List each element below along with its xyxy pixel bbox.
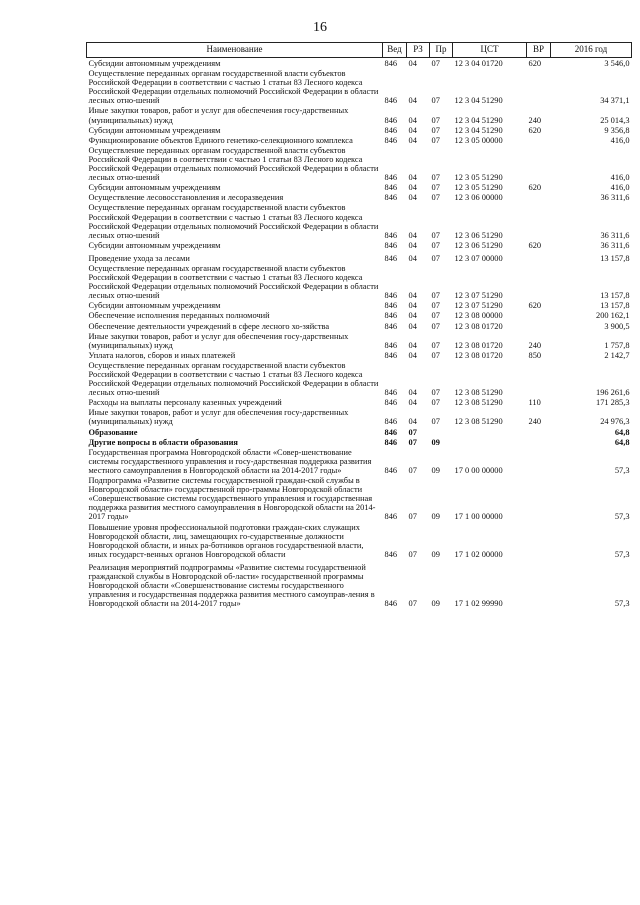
cell-rz: 04: [408, 321, 417, 331]
cell-cst: 12 3 06 51290: [454, 230, 503, 240]
table-row: [87, 437, 632, 447]
cell-vr: [527, 145, 551, 182]
cell-ved: 846: [384, 427, 398, 437]
cell-name: Государственная программа Новгородской области «Совер-шенствование системы государственного управления и госу-дарственная поддержка развития местного самоуправления в Новгородской области на 2014-2017 годы»: [88, 447, 372, 475]
cell-name: Реализация мероприятий подпрограммы «Развитие системы государственной гражданской службы в Новгородской об-ласти» государственной программы Новгородской области «Совершенствование системы государственного управления и государственная поддержка развития местного самоуправ-ления в Новгородской области на 2014-2017 годы»: [88, 562, 375, 609]
cell-name: Обеспечение деятельности учреждений в сфере лесного хо-зяйства: [88, 321, 330, 331]
cell-vr: 620: [528, 59, 542, 68]
cell-name: Субсидии автономным учреждениям: [88, 240, 221, 250]
table-row: [87, 427, 632, 437]
cell-ved: 846: [384, 321, 398, 331]
cell-ved: 846: [384, 350, 398, 360]
cell-sum: 57,3: [614, 549, 630, 559]
cell-cst: 12 3 08 51290: [454, 398, 503, 408]
cell-vr: 110: [528, 398, 541, 408]
cell-vr: 620: [528, 125, 542, 135]
table-row: [87, 447, 632, 475]
cell-cst: 12 3 08 01720: [454, 350, 503, 360]
table-row: [87, 135, 632, 145]
cell-cst: 12 3 08 51290: [454, 388, 503, 398]
cell-name: Субсидии автономным учреждениям: [88, 301, 221, 311]
cell-sum: 3 900,5: [604, 321, 630, 331]
cell-vr: 620: [528, 183, 542, 193]
cell-pr: 07: [431, 311, 440, 321]
cell-name: Субсидии автономным учреждениям: [88, 183, 221, 193]
table-row: [87, 250, 632, 263]
cell-sum: 200 162,1: [596, 311, 630, 321]
cell-cst: 12 3 04 51290: [454, 125, 503, 135]
cell-cst: 12 3 07 51290: [454, 301, 503, 311]
cell-vr: 240: [528, 417, 542, 427]
table-row: [87, 192, 632, 202]
cell-vr: 620: [528, 240, 542, 250]
table-row: [87, 360, 632, 397]
cell-sum: 36 311,6: [600, 240, 630, 250]
cell-name: Субсидии автономным учреждениям: [88, 125, 221, 135]
cell-name: Осуществление лесовосстановления и лесоразведения: [88, 193, 284, 203]
cell-sum: 13 157,8: [600, 301, 630, 311]
cell-sum: 3 546,0: [604, 59, 630, 68]
cell-name: Подпрограмма «Развитие системы государственной граждан-ской службы в Новгородской области» государственной про-граммы Новгородской области «Совершенствование системы государственного управления и государственная поддержка развития местного самоуправления в Новгородской области на 2014-2017 годы»: [88, 476, 376, 522]
cell-vr: 240: [528, 340, 542, 350]
cell-vr: [527, 135, 551, 145]
cell-rz: 04: [408, 183, 417, 193]
cell-sum: 36 311,6: [600, 193, 630, 203]
cell-rz: 04: [408, 115, 417, 125]
cell-ved: 846: [384, 253, 398, 263]
cell-rz: 04: [408, 291, 417, 301]
header-rz: РЗ: [407, 43, 430, 58]
cell-cst: 17 1 02 00000: [454, 549, 503, 559]
table-row: [87, 321, 632, 331]
table-row: [87, 310, 632, 320]
cell-ved: 846: [384, 549, 398, 559]
cell-vr: [527, 475, 551, 521]
table-row: [87, 407, 632, 426]
cell-pr: 09: [431, 599, 440, 609]
cell-cst: 12 3 04 51290: [454, 96, 503, 106]
cell-vr: [527, 310, 551, 320]
cell-cst: 12 3 06 51290: [454, 240, 503, 250]
cell-pr: 07: [431, 59, 440, 68]
header-ved: Вед: [383, 43, 407, 58]
cell-cst: [453, 437, 527, 447]
cell-sum: 57,3: [614, 599, 630, 609]
cell-vr: [527, 68, 551, 105]
cell-name: Осуществление переданных органам государственной власти субъектов Российской Федерации в соответствии с частью 1 статьи 83 Лесного кодекса Российской Федерации отдельных полномочий Российской Федерации в области лесных отно-шений: [88, 145, 379, 183]
cell-cst: 12 3 08 01720: [454, 321, 503, 331]
header-sum: 2016 год: [551, 43, 632, 58]
cell-pr: 07: [431, 125, 440, 135]
cell-pr: 07: [431, 253, 440, 263]
cell-pr: 07: [431, 135, 440, 145]
cell-cst: 12 3 04 01720: [454, 59, 503, 68]
cell-vr: [527, 321, 551, 331]
cell-pr: 07: [431, 398, 440, 408]
cell-pr: 09: [431, 465, 440, 475]
cell-ved: 846: [384, 115, 398, 125]
table-row: [87, 263, 632, 300]
cell-rz: 07: [408, 599, 417, 609]
cell-vr: 240: [528, 115, 542, 125]
cell-name: Осуществление переданных органам государственной власти субъектов Российской Федерации в соответствии с частью 1 статьи 83 Лесного кодекса Российской Федерации отдельных полномочий Российской Федерации в области лесных отно-шений: [88, 263, 379, 301]
cell-pr: 07: [431, 183, 440, 193]
cell-rz: 04: [408, 253, 417, 263]
cell-vr: [527, 360, 551, 397]
cell-cst: 12 3 06 00000: [454, 193, 503, 203]
cell-cst: 12 3 08 01720: [454, 340, 503, 350]
cell-cst: [453, 427, 527, 437]
cell-cst: 12 3 05 51290: [454, 173, 503, 183]
cell-rz: 07: [408, 427, 417, 437]
cell-sum: 9 356,8: [604, 125, 630, 135]
table-row: [87, 58, 632, 69]
cell-rz: 07: [408, 512, 417, 522]
cell-sum: 64,8: [614, 427, 630, 437]
cell-pr: 09: [431, 512, 440, 522]
cell-vr: [527, 447, 551, 475]
cell-name: Иные закупки товаров, работ и услуг для обеспечения госу-дарственных (муниципальных) нужд: [88, 331, 349, 350]
table-header-row: [87, 43, 632, 58]
cell-ved: 846: [384, 340, 398, 350]
cell-ved: 846: [384, 135, 398, 145]
cell-cst: 17 1 02 99990: [454, 599, 503, 609]
cell-rz: 04: [408, 340, 417, 350]
cell-rz: 04: [408, 125, 417, 135]
cell-pr: 09: [431, 549, 440, 559]
cell-sum: 64,8: [614, 437, 630, 447]
cell-pr: 09: [431, 437, 440, 447]
table-row: [87, 125, 632, 135]
cell-ved: 846: [384, 173, 398, 183]
cell-ved: 846: [384, 183, 398, 193]
cell-name: Повышение уровня профессиональной подготовки граждан-ских служащих Новгородской области, лиц, замещающих го-сударственные должности Новгородской области, и иных ра-ботников органов государственной власти, иных государст-венных органов Новгородской области: [88, 522, 364, 559]
cell-rz: 04: [408, 240, 417, 250]
cell-ved: 846: [384, 230, 398, 240]
header-pr: Пр: [430, 43, 453, 58]
cell-sum: 171 285,3: [596, 398, 630, 408]
cell-name: Осуществление переданных органам государственной власти субъектов Российской Федерации в соответствии с частью 1 статьи 83 Лесного кодекса Российской Федерации отдельных полномочий Российской Федерации в области лесных отно-шений: [88, 203, 379, 240]
table-row: [87, 145, 632, 182]
cell-name: Функционирование объектов Единого генетико-селекционного комплекса: [88, 135, 353, 145]
cell-rz: 04: [408, 59, 417, 68]
cell-vr: [527, 559, 551, 608]
cell-cst: 12 3 05 51290: [454, 183, 503, 193]
cell-cst: 12 3 08 51290: [454, 417, 503, 427]
cell-sum: 13 157,8: [600, 291, 630, 301]
cell-name: Осуществление переданных органам государственной власти субъектов Российской Федерации в соответствии с частью 1 статьи 83 Лесного кодекса Российской Федерации отдельных полномочий Российской Федерации в области лесных отно-шений: [88, 360, 379, 398]
cell-ved: 846: [384, 599, 398, 609]
cell-ved: 846: [384, 311, 398, 321]
cell-pr: 07: [431, 388, 440, 398]
cell-sum: 196 261,6: [596, 388, 630, 398]
cell-rz: 04: [408, 230, 417, 240]
cell-vr: [527, 522, 551, 559]
cell-pr: 07: [431, 96, 440, 106]
cell-vr: 620: [528, 301, 542, 311]
table-body: [87, 58, 632, 609]
cell-rz: 04: [408, 96, 417, 106]
cell-cst: 12 3 08 00000: [454, 311, 503, 321]
cell-vr: [527, 427, 551, 437]
cell-sum: 1 757,8: [604, 340, 630, 350]
cell-ved: 846: [384, 291, 398, 301]
cell-name: Расходы на выплаты персоналу казенных учреждений: [88, 398, 282, 408]
cell-name: Обеспечение исполнения переданных полномочий: [88, 311, 270, 321]
table-row: [87, 68, 632, 105]
cell-ved: 846: [384, 437, 398, 447]
table-row: [87, 105, 632, 124]
cell-rz: 04: [408, 173, 417, 183]
cell-rz: 07: [408, 465, 417, 475]
cell-pr: 07: [431, 350, 440, 360]
cell-vr: [527, 263, 551, 300]
cell-sum: 24 976,3: [600, 417, 630, 427]
cell-vr: [527, 250, 551, 263]
cell-ved: 846: [384, 512, 398, 522]
cell-rz: 07: [408, 549, 417, 559]
cell-name: Образование: [88, 427, 138, 437]
cell-rz: 07: [408, 437, 417, 447]
table-row: [87, 182, 632, 192]
cell-sum: 2 142,7: [604, 350, 630, 360]
cell-rz: 04: [408, 193, 417, 203]
cell-name: Иные закупки товаров, работ и услуг для обеспечения госу-дарственных (муниципальных) нужд: [88, 106, 349, 125]
cell-rz: 04: [408, 311, 417, 321]
table-row: [87, 300, 632, 310]
table-row: [87, 559, 632, 608]
cell-ved: 846: [384, 96, 398, 106]
cell-sum: 34 371,1: [600, 96, 630, 106]
cell-ved: 846: [384, 125, 398, 135]
cell-cst: 17 1 00 00000: [454, 512, 503, 522]
cell-name: Иные закупки товаров, работ и услуг для обеспечения госу-дарственных (муниципальных) нужд: [88, 408, 349, 427]
cell-sum: 57,3: [614, 512, 630, 522]
cell-sum: 36 311,6: [600, 230, 630, 240]
header-vr: ВР: [527, 43, 551, 58]
cell-pr: 07: [431, 417, 440, 427]
table-row: [87, 331, 632, 350]
table-row: [87, 522, 632, 559]
header-name: Наименование: [87, 43, 383, 58]
cell-rz: 04: [408, 301, 417, 311]
cell-cst: 12 3 07 51290: [454, 291, 503, 301]
cell-name: Осуществление переданных органам государственной власти субъектов Российской Федерации в соответствии с частью 1 статьи 83 Лесного кодекса Российской Федерации отдельных полномочий Российской Федерации в области лесных отно-шений: [88, 69, 379, 106]
cell-rz: 04: [408, 398, 417, 408]
cell-name: Другие вопросы в области образования: [88, 437, 238, 447]
cell-rz: 04: [408, 417, 417, 427]
cell-ved: 846: [384, 59, 398, 68]
cell-ved: 846: [384, 301, 398, 311]
cell-pr: 07: [431, 115, 440, 125]
cell-ved: 846: [384, 240, 398, 250]
cell-sum: 416,0: [610, 135, 630, 145]
cell-ved: 846: [384, 398, 398, 408]
cell-ved: 846: [384, 465, 398, 475]
table-row: [87, 202, 632, 239]
cell-pr: [430, 427, 453, 437]
table-row: [87, 397, 632, 407]
table-row: [87, 475, 632, 521]
cell-name: Проведение ухода за лесами: [88, 253, 190, 263]
cell-cst: 12 3 04 51290: [454, 115, 503, 125]
cell-pr: 07: [431, 230, 440, 240]
cell-rz: 04: [408, 135, 417, 145]
cell-vr: [527, 437, 551, 447]
page-number: 16: [313, 20, 327, 35]
cell-name: Уплата налогов, сборов и иных платежей: [88, 350, 236, 360]
cell-rz: 04: [408, 350, 417, 360]
cell-name: Субсидии автономным учреждениям: [88, 59, 221, 68]
cell-sum: 416,0: [610, 173, 630, 183]
cell-pr: 07: [431, 173, 440, 183]
cell-cst: 17 0 00 00000: [454, 465, 503, 475]
cell-ved: 846: [384, 193, 398, 203]
cell-cst: 12 3 07 00000: [454, 253, 503, 263]
cell-pr: 07: [431, 291, 440, 301]
cell-pr: 07: [431, 340, 440, 350]
table-row: [87, 350, 632, 360]
cell-sum: 416,0: [610, 183, 630, 193]
cell-rz: 04: [408, 388, 417, 398]
cell-cst: 12 3 05 00000: [454, 135, 503, 145]
cell-vr: [527, 202, 551, 239]
cell-pr: 07: [431, 193, 440, 203]
cell-sum: 13 157,8: [600, 253, 630, 263]
cell-vr: [527, 192, 551, 202]
cell-vr: 850: [528, 350, 542, 360]
cell-ved: 846: [384, 417, 398, 427]
cell-pr: 07: [431, 240, 440, 250]
cell-pr: 07: [431, 301, 440, 311]
cell-pr: 07: [431, 321, 440, 331]
cell-sum: 57,3: [614, 465, 630, 475]
cell-ved: 846: [384, 388, 398, 398]
header-cst: ЦСТ: [453, 43, 527, 58]
cell-sum: 25 014,3: [600, 115, 630, 125]
budget-table: [86, 42, 632, 608]
table-row: [87, 240, 632, 250]
